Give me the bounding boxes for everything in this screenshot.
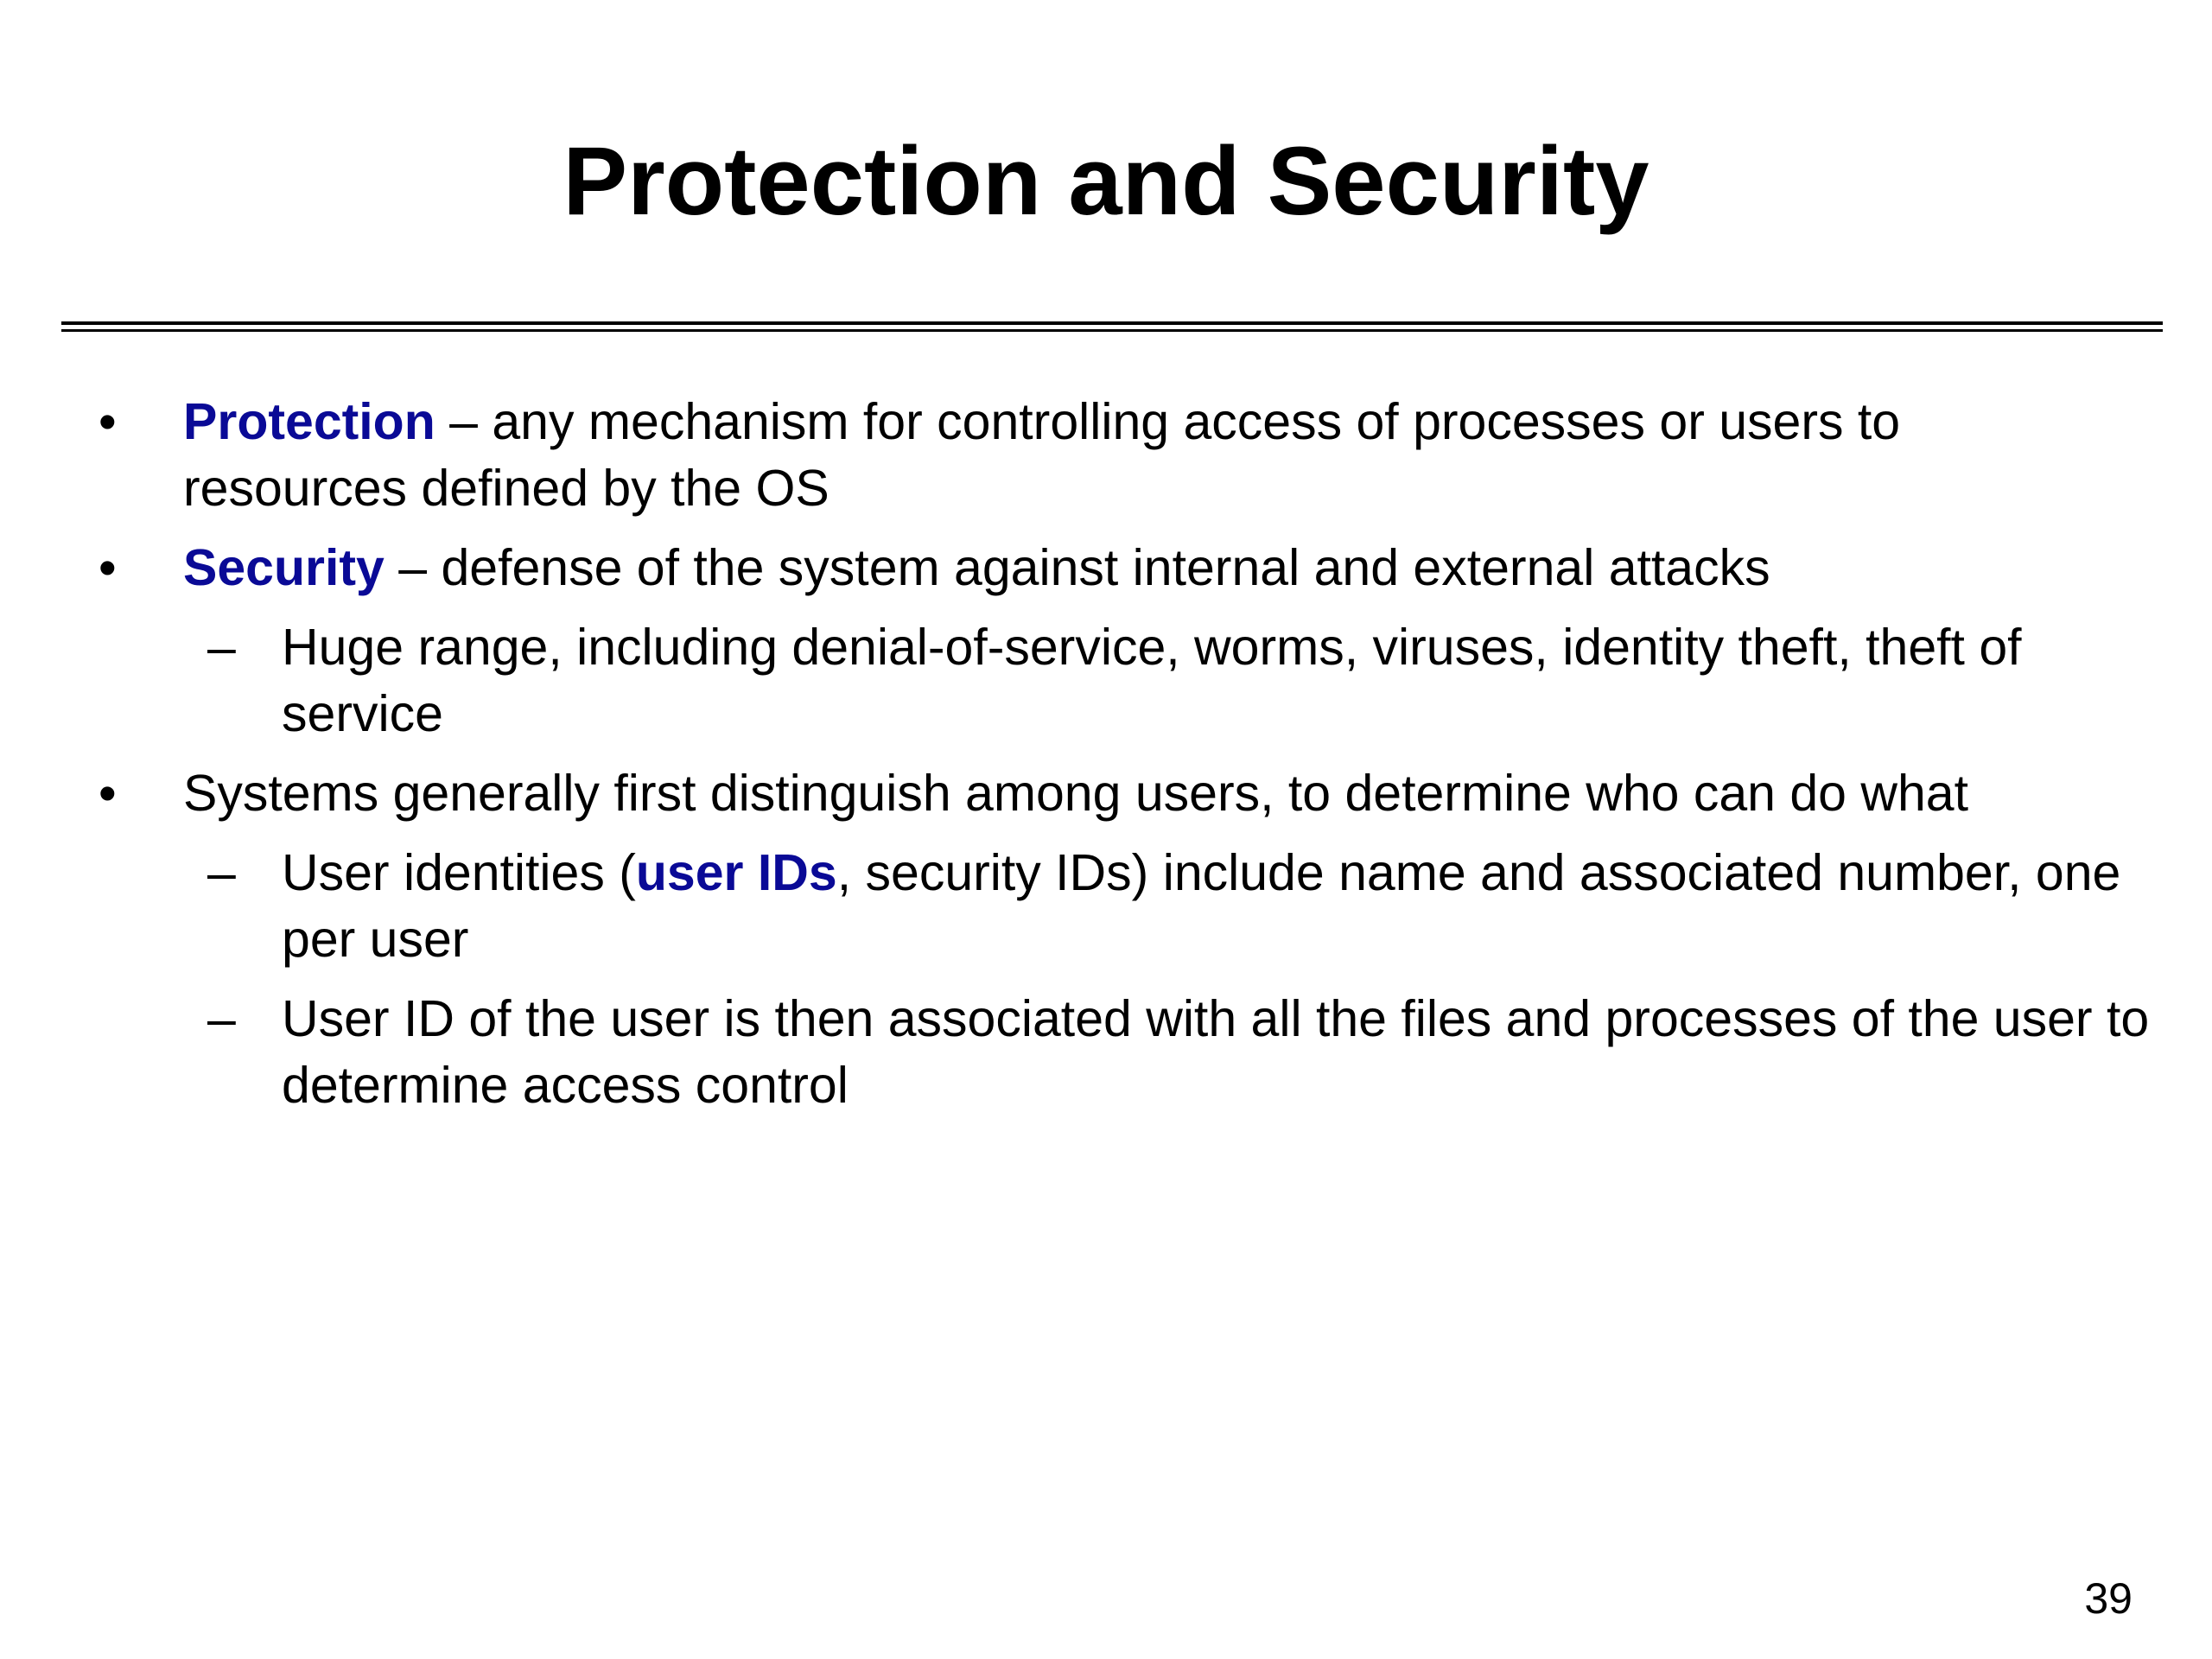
sub-bullet-text-before: User identities ( — [282, 844, 636, 901]
dash-marker: – — [207, 844, 236, 901]
bullet-security — [0, 535, 2212, 601]
bullet-text: Systems generally first distinguish among users, to determine who can do what — [183, 765, 1969, 822]
term-user-ids: user IDs — [635, 844, 837, 901]
sub-bullet-text: Huge range, including denial-of-service, worms, viruses, identity theft, theft of service — [282, 619, 2022, 742]
bullet-list — [0, 389, 2212, 1132]
sub-bullet-huge-range — [0, 614, 2212, 747]
page-number: 39 — [2084, 1574, 2133, 1623]
term-protection: Protection — [183, 393, 435, 450]
bullet-marker: • — [99, 393, 117, 450]
bullet-text: – any mechanism for controlling access of processes or users to resources defined by the OS — [183, 393, 1901, 517]
bullet-marker: • — [99, 765, 117, 822]
term-security: Security — [183, 539, 385, 596]
dash-marker: – — [207, 990, 236, 1047]
bullet-systems — [0, 760, 2212, 827]
sub-bullet-text: User ID of the user is then associated with all the files and processes of the user to determine access control — [282, 990, 2150, 1114]
sub-bullet-user-id — [0, 986, 2212, 1119]
sub-bullet-text-after: , security IDs) include name and associated number, one per user — [282, 844, 2121, 968]
title-divider-top — [61, 321, 2163, 325]
sub-bullet-user-identities — [0, 840, 2212, 973]
bullet-marker: • — [99, 539, 117, 596]
dash-marker: – — [207, 619, 236, 676]
slide-title: Protection and Security — [563, 127, 1649, 235]
title-divider-bottom — [61, 329, 2163, 332]
bullet-text: – defense of the system against internal and external attacks — [384, 539, 1770, 596]
bullet-protection — [0, 389, 2212, 522]
